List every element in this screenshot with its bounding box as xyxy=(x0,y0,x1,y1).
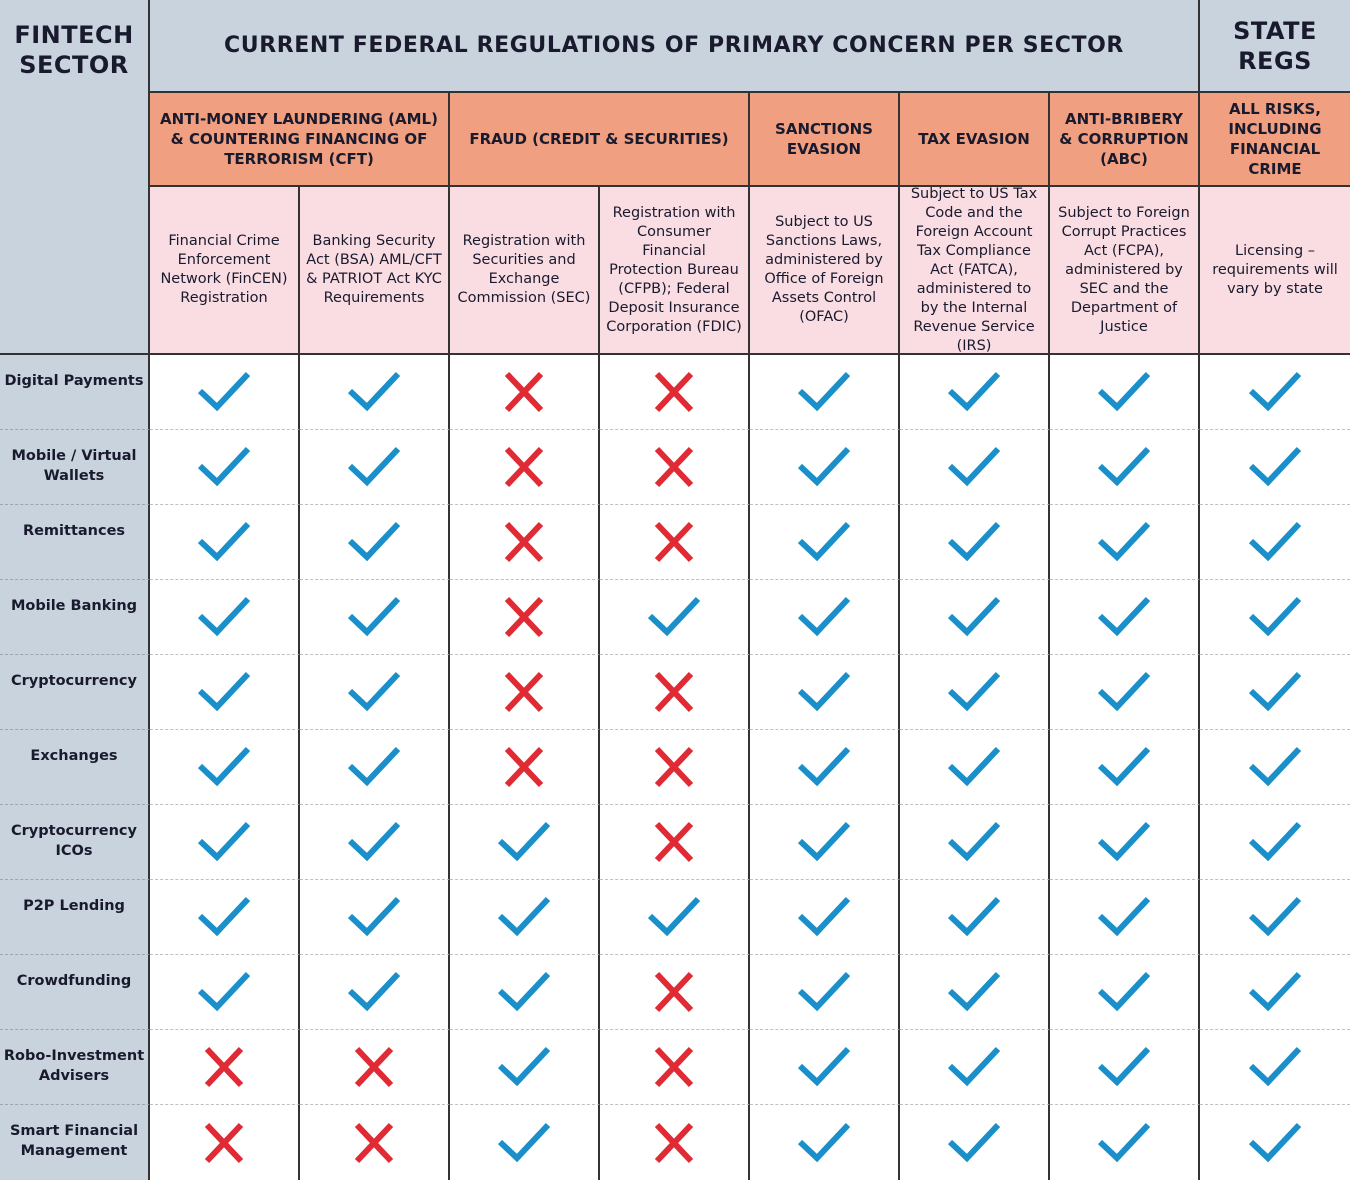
matrix-cell xyxy=(450,355,600,430)
checkmark-icon xyxy=(1097,1120,1151,1166)
cross-icon xyxy=(647,519,701,565)
matrix-cell xyxy=(900,430,1050,505)
matrix-cell xyxy=(750,580,900,655)
checkmark-icon xyxy=(797,1120,851,1166)
matrix-cell xyxy=(1200,955,1350,1030)
sector-label: Cryptocurrency xyxy=(0,655,150,730)
checkmark-icon xyxy=(797,819,851,865)
matrix-cell xyxy=(300,955,450,1030)
cross-icon xyxy=(647,969,701,1015)
checkmark-icon xyxy=(197,594,251,640)
checkmark-icon xyxy=(947,1120,1001,1166)
checkmark-icon xyxy=(497,1120,551,1166)
matrix-cell xyxy=(600,730,750,805)
cross-icon xyxy=(197,1120,251,1166)
checkmark-icon xyxy=(497,819,551,865)
matrix-cell xyxy=(750,355,900,430)
checkmark-icon xyxy=(197,894,251,940)
matrix-cell xyxy=(150,730,300,805)
matrix-cell xyxy=(600,880,750,955)
matrix-cell xyxy=(1050,955,1200,1030)
matrix-cell xyxy=(900,1030,1050,1105)
matrix-cell xyxy=(150,355,300,430)
column-state-licensing: Licensing – requirements will vary by state xyxy=(1200,187,1350,355)
matrix-cell xyxy=(1200,805,1350,880)
matrix-cell xyxy=(450,1030,600,1105)
sector-label: Digital Payments xyxy=(0,355,150,430)
matrix-cell xyxy=(600,505,750,580)
column-sec: Registration with Securities and Exchange Commission (SEC) xyxy=(450,187,600,355)
matrix-cell xyxy=(600,955,750,1030)
checkmark-icon xyxy=(947,369,1001,415)
checkmark-icon xyxy=(1097,819,1151,865)
matrix-cell xyxy=(300,730,450,805)
fintech-sector-header: FINTECH SECTOR xyxy=(0,0,150,355)
matrix-cell xyxy=(450,430,600,505)
matrix-cell xyxy=(300,580,450,655)
cross-icon xyxy=(497,594,551,640)
checkmark-icon xyxy=(1097,519,1151,565)
sector-label: Exchanges xyxy=(0,730,150,805)
matrix-cell xyxy=(750,730,900,805)
checkmark-icon xyxy=(197,669,251,715)
checkmark-icon xyxy=(1248,744,1302,790)
cross-icon xyxy=(347,1044,401,1090)
matrix-cell xyxy=(1050,580,1200,655)
category-abc: ANTI-BRIBERY & CORRUPTION (ABC) xyxy=(1050,93,1200,187)
sector-label: Remittances xyxy=(0,505,150,580)
column-fincen: Financial Crime Enforcement Network (FinCEN) Registration xyxy=(150,187,300,355)
matrix-cell xyxy=(150,955,300,1030)
checkmark-icon xyxy=(197,819,251,865)
sector-label: Cryptocurrency ICOs xyxy=(0,805,150,880)
matrix-cell xyxy=(450,655,600,730)
checkmark-icon xyxy=(947,819,1001,865)
matrix-cell xyxy=(150,655,300,730)
matrix-cell xyxy=(1050,1105,1200,1180)
sector-label: P2P Lending xyxy=(0,880,150,955)
matrix-cell xyxy=(1050,355,1200,430)
matrix-cell xyxy=(1200,730,1350,805)
matrix-cell xyxy=(1050,1030,1200,1105)
checkmark-icon xyxy=(1097,894,1151,940)
matrix-cell xyxy=(300,1030,450,1105)
checkmark-icon xyxy=(347,444,401,490)
cross-icon xyxy=(197,1044,251,1090)
checkmark-icon xyxy=(797,744,851,790)
matrix-cell xyxy=(450,580,600,655)
sector-label: Crowdfunding xyxy=(0,955,150,1030)
matrix-cell xyxy=(1050,730,1200,805)
checkmark-icon xyxy=(797,1044,851,1090)
checkmark-icon xyxy=(1097,594,1151,640)
matrix-cell xyxy=(300,805,450,880)
checkmark-icon xyxy=(1248,669,1302,715)
cross-icon xyxy=(647,444,701,490)
matrix-cell xyxy=(750,805,900,880)
checkmark-icon xyxy=(1097,1044,1151,1090)
matrix-cell xyxy=(900,805,1050,880)
checkmark-icon xyxy=(947,444,1001,490)
state-regs-header: STATE REGS xyxy=(1200,0,1350,93)
matrix-cell xyxy=(300,1105,450,1180)
checkmark-icon xyxy=(1248,444,1302,490)
checkmark-icon xyxy=(347,819,401,865)
checkmark-icon xyxy=(947,669,1001,715)
matrix-cell xyxy=(150,580,300,655)
column-fcpa: Subject to Foreign Corrupt Practices Act (FCPA), administered by SEC and the Department of Justice xyxy=(1050,187,1200,355)
matrix-cell xyxy=(600,805,750,880)
checkmark-icon xyxy=(1097,369,1151,415)
matrix-cell xyxy=(450,1105,600,1180)
checkmark-icon xyxy=(197,369,251,415)
cross-icon xyxy=(647,819,701,865)
checkmark-icon xyxy=(1097,969,1151,1015)
checkmark-icon xyxy=(197,969,251,1015)
matrix-cell xyxy=(750,430,900,505)
cross-icon xyxy=(647,369,701,415)
matrix-cell xyxy=(150,505,300,580)
cross-icon xyxy=(647,1120,701,1166)
matrix-cell xyxy=(900,955,1050,1030)
checkmark-icon xyxy=(1248,369,1302,415)
category-aml-cft: ANTI-MONEY LAUNDERING (AML) & COUNTERING FINANCING OF TERRORISM (CFT) xyxy=(150,93,450,187)
matrix-cell xyxy=(900,655,1050,730)
cross-icon xyxy=(497,669,551,715)
matrix-cell xyxy=(150,805,300,880)
matrix-cell xyxy=(600,355,750,430)
cross-icon xyxy=(497,744,551,790)
category-sanctions: SANCTIONS EVASION xyxy=(750,93,900,187)
matrix-cell xyxy=(1050,655,1200,730)
cross-icon xyxy=(347,1120,401,1166)
matrix-cell xyxy=(1050,505,1200,580)
matrix-cell xyxy=(150,1105,300,1180)
checkmark-icon xyxy=(347,594,401,640)
checkmark-icon xyxy=(947,519,1001,565)
matrix-cell xyxy=(1200,355,1350,430)
column-irs-fatca: Subject to US Tax Code and the Foreign Account Tax Compliance Act (FATCA), administered to by the Internal Revenue Service (IRS) xyxy=(900,187,1050,355)
checkmark-icon xyxy=(347,969,401,1015)
checkmark-icon xyxy=(497,1044,551,1090)
matrix-cell xyxy=(750,1030,900,1105)
sector-label: Mobile Banking xyxy=(0,580,150,655)
sector-label: Robo-Investment Advisers xyxy=(0,1030,150,1105)
category-all-risks: ALL RISKS, INCLUDING FINANCIAL CRIME xyxy=(1200,93,1350,187)
checkmark-icon xyxy=(947,1044,1001,1090)
matrix-cell xyxy=(900,580,1050,655)
federal-regulations-title: CURRENT FEDERAL REGULATIONS OF PRIMARY CONCERN PER SECTOR xyxy=(150,0,1200,93)
matrix-cell xyxy=(1200,430,1350,505)
matrix-cell xyxy=(450,955,600,1030)
matrix-cell xyxy=(1200,1030,1350,1105)
checkmark-icon xyxy=(647,594,701,640)
checkmark-icon xyxy=(1097,444,1151,490)
matrix-cell xyxy=(300,430,450,505)
matrix-cell xyxy=(900,1105,1050,1180)
cross-icon xyxy=(497,444,551,490)
matrix-cell xyxy=(900,730,1050,805)
checkmark-icon xyxy=(1248,1044,1302,1090)
checkmark-icon xyxy=(1248,819,1302,865)
matrix-cell xyxy=(300,355,450,430)
cross-icon xyxy=(647,1044,701,1090)
matrix-cell xyxy=(750,955,900,1030)
matrix-cell xyxy=(450,730,600,805)
cross-icon xyxy=(497,519,551,565)
matrix-cell xyxy=(600,430,750,505)
checkmark-icon xyxy=(647,894,701,940)
checkmark-icon xyxy=(347,744,401,790)
matrix-cell xyxy=(450,805,600,880)
checkmark-icon xyxy=(197,744,251,790)
checkmark-icon xyxy=(1097,744,1151,790)
matrix-cell xyxy=(1200,505,1350,580)
matrix-cell xyxy=(750,505,900,580)
checkmark-icon xyxy=(347,369,401,415)
matrix-cell xyxy=(600,1105,750,1180)
matrix-cell xyxy=(300,505,450,580)
checkmark-icon xyxy=(947,894,1001,940)
checkmark-icon xyxy=(1248,1120,1302,1166)
checkmark-icon xyxy=(797,444,851,490)
matrix-cell xyxy=(300,880,450,955)
matrix-cell xyxy=(750,1105,900,1180)
checkmark-icon xyxy=(797,369,851,415)
matrix-cell xyxy=(1200,580,1350,655)
sector-label: Smart Financial Management xyxy=(0,1105,150,1180)
checkmark-icon xyxy=(1248,894,1302,940)
category-tax: TAX EVASION xyxy=(900,93,1050,187)
checkmark-icon xyxy=(1248,969,1302,1015)
column-ofac: Subject to US Sanctions Laws, administered by Office of Foreign Assets Control (OFAC) xyxy=(750,187,900,355)
matrix-cell xyxy=(900,880,1050,955)
cross-icon xyxy=(497,369,551,415)
matrix-cell xyxy=(600,580,750,655)
matrix-cell xyxy=(1200,880,1350,955)
checkmark-icon xyxy=(1097,669,1151,715)
cross-icon xyxy=(647,669,701,715)
checkmark-icon xyxy=(347,519,401,565)
matrix-cell xyxy=(900,505,1050,580)
matrix-cell xyxy=(1200,655,1350,730)
column-cfpb-fdic: Registration with Consumer Financial Protection Bureau (CFPB); Federal Deposit Insurance Corporation (FDIC) xyxy=(600,187,750,355)
checkmark-icon xyxy=(497,894,551,940)
checkmark-icon xyxy=(797,594,851,640)
checkmark-icon xyxy=(947,969,1001,1015)
category-fraud: FRAUD (CREDIT & SECURITIES) xyxy=(450,93,750,187)
checkmark-icon xyxy=(347,669,401,715)
matrix-cell xyxy=(300,655,450,730)
cross-icon xyxy=(647,744,701,790)
checkmark-icon xyxy=(947,744,1001,790)
matrix-cell xyxy=(600,1030,750,1105)
matrix-cell xyxy=(150,1030,300,1105)
checkmark-icon xyxy=(497,969,551,1015)
sector-label: Mobile / Virtual Wallets xyxy=(0,430,150,505)
matrix-cell xyxy=(150,880,300,955)
checkmark-icon xyxy=(197,519,251,565)
checkmark-icon xyxy=(797,894,851,940)
matrix-cell xyxy=(750,880,900,955)
checkmark-icon xyxy=(797,519,851,565)
matrix-cell xyxy=(1050,880,1200,955)
checkmark-icon xyxy=(197,444,251,490)
checkmark-icon xyxy=(1248,519,1302,565)
matrix-cell xyxy=(1050,430,1200,505)
matrix-cell xyxy=(900,355,1050,430)
checkmark-icon xyxy=(347,894,401,940)
matrix-cell xyxy=(600,655,750,730)
matrix-cell xyxy=(150,430,300,505)
checkmark-icon xyxy=(947,594,1001,640)
column-bsa: Banking Security Act (BSA) AML/CFT & PATRIOT Act KYC Requirements xyxy=(300,187,450,355)
checkmark-icon xyxy=(797,669,851,715)
matrix-cell xyxy=(1050,805,1200,880)
matrix-cell xyxy=(750,655,900,730)
checkmark-icon xyxy=(1248,594,1302,640)
checkmark-icon xyxy=(797,969,851,1015)
matrix-cell xyxy=(450,505,600,580)
matrix-cell xyxy=(450,880,600,955)
matrix-cell xyxy=(1200,1105,1350,1180)
